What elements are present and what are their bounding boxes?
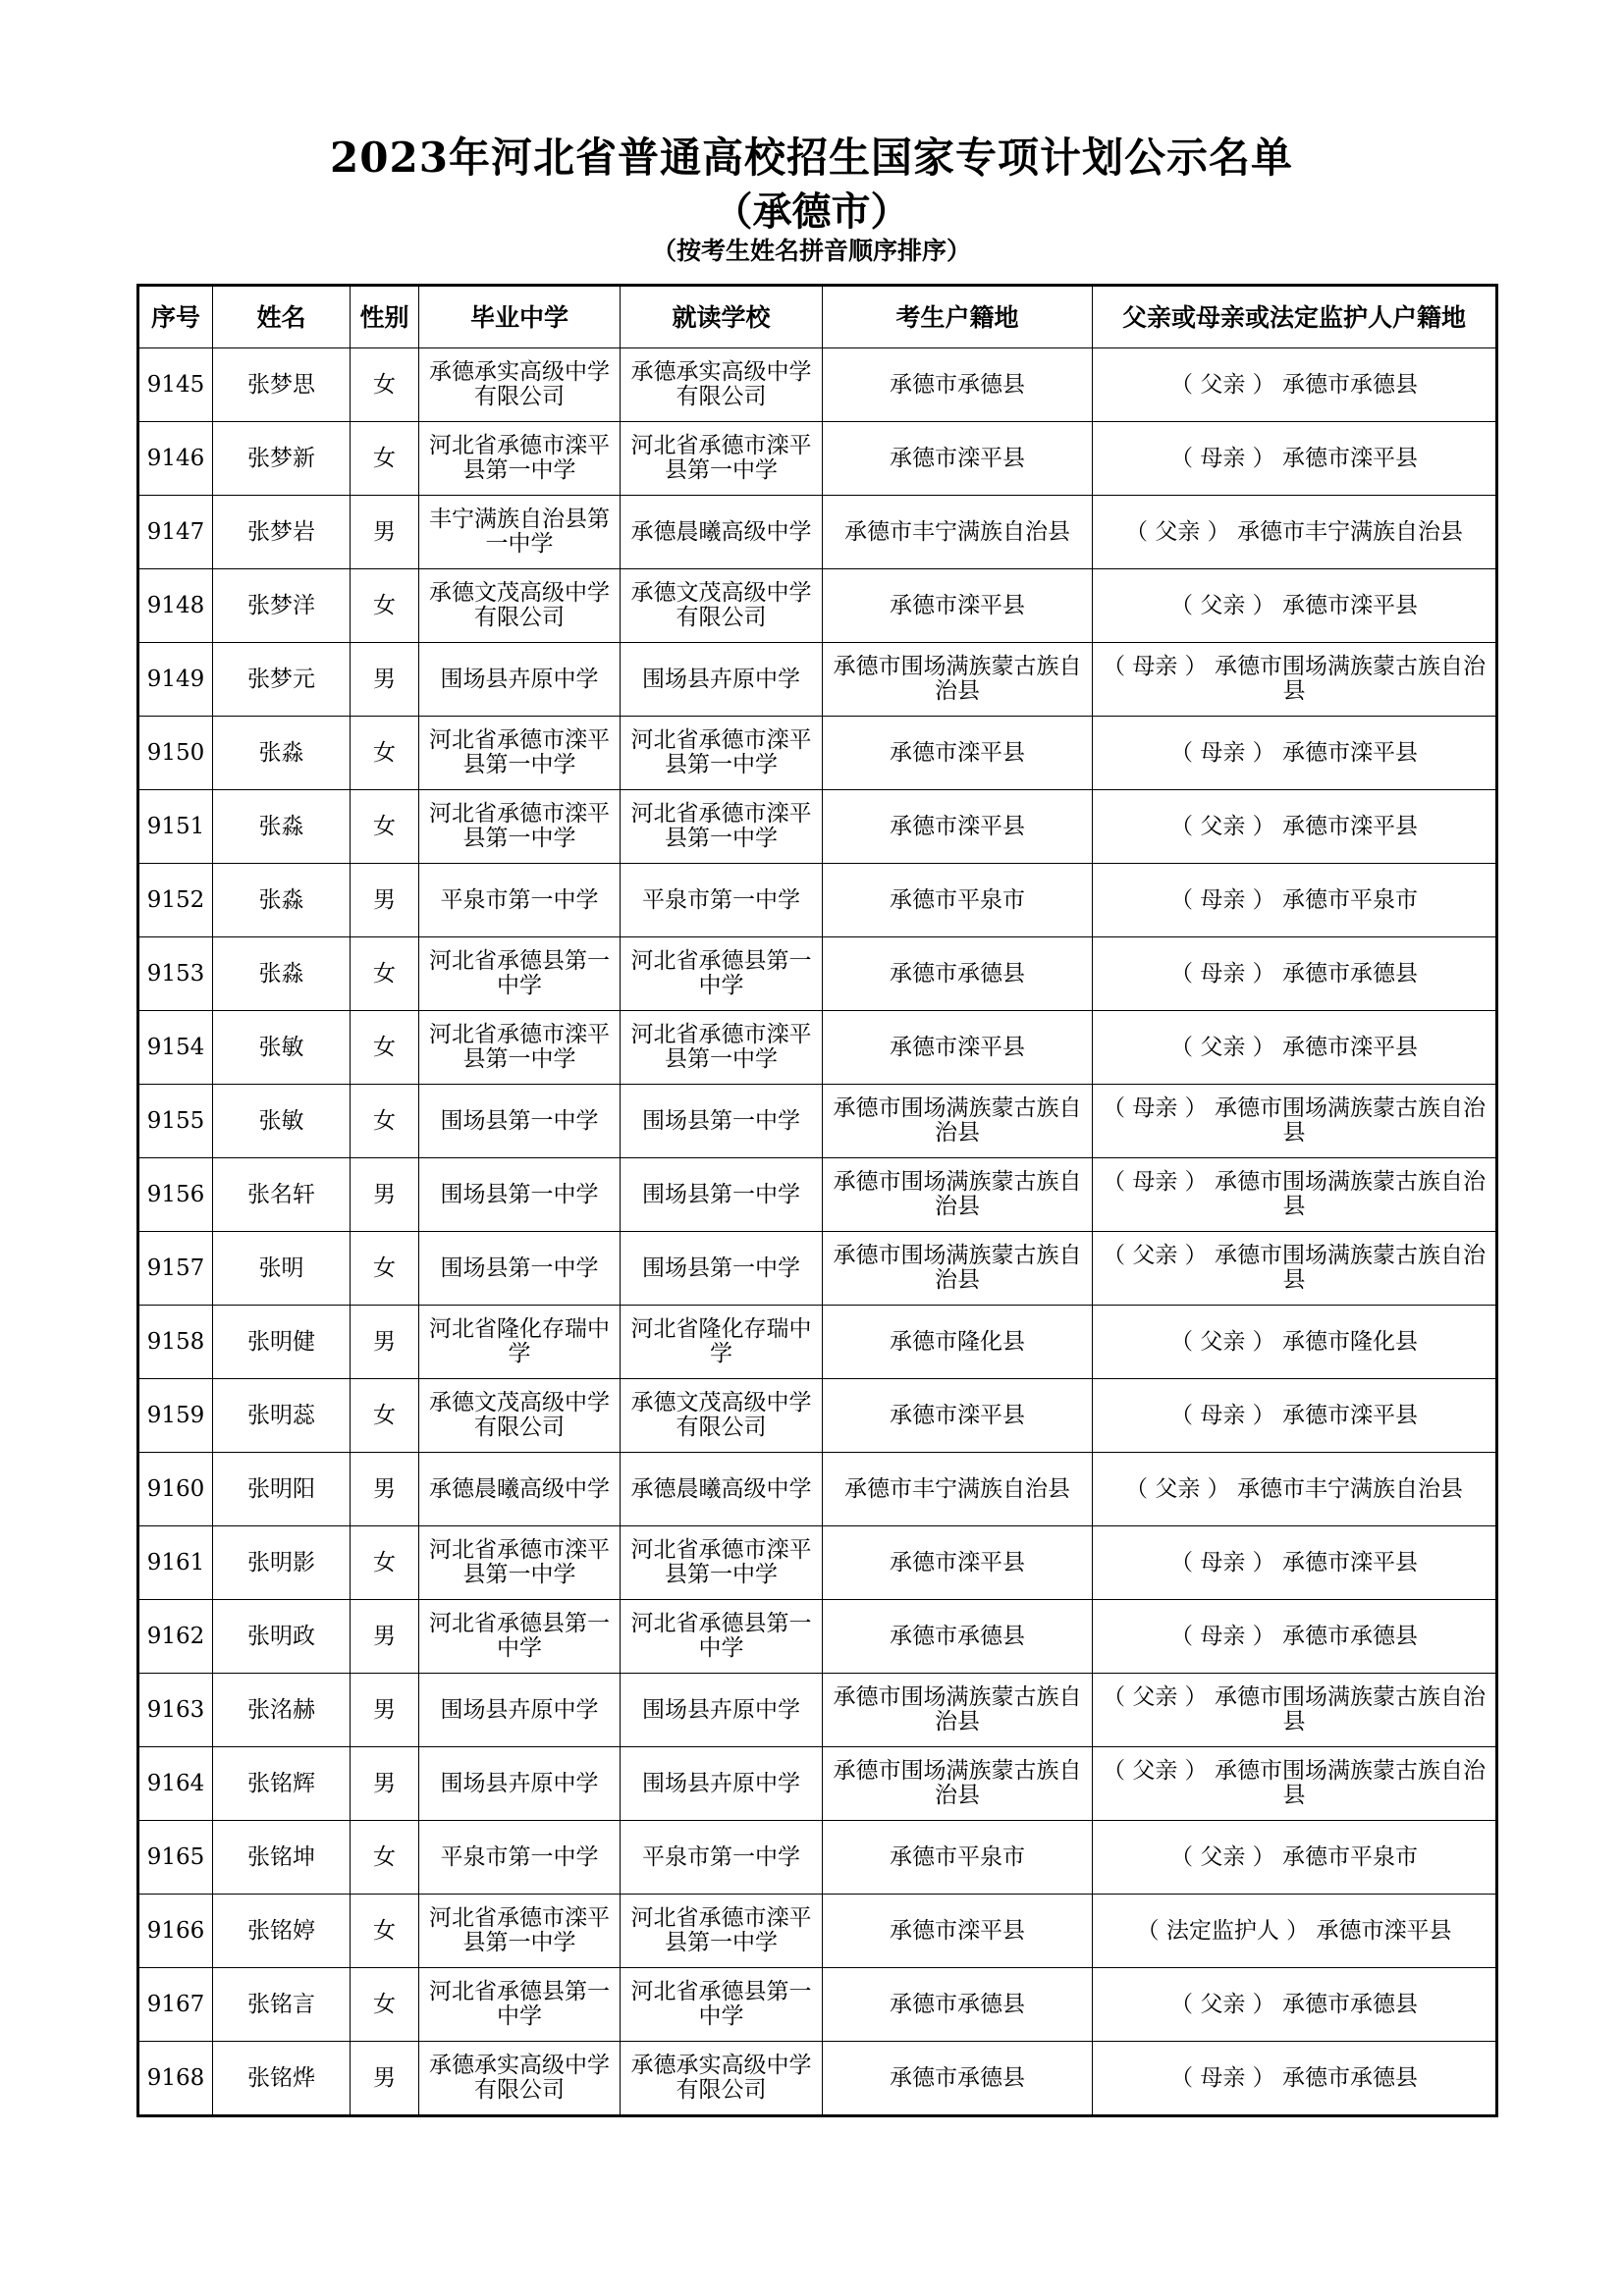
cell-graduated-school: 河北省承德市滦平县第一中学 <box>419 1526 621 1600</box>
cell-household: 承德市承德县 <box>823 1968 1093 2042</box>
cell-household: 承德市承德县 <box>823 2042 1093 2116</box>
cell-guardian-household: （ 母亲 ） 承德市承德县 <box>1093 1600 1497 1674</box>
cell-graduated-school: 河北省隆化存瑞中学 <box>419 1306 621 1379</box>
header-gender: 性别 <box>351 286 419 348</box>
cell-name: 张明政 <box>213 1600 351 1674</box>
cell-number: 9166 <box>138 1895 213 1968</box>
cell-graduated-school: 承德文茂高级中学有限公司 <box>419 569 621 643</box>
table-row <box>138 1453 1497 1526</box>
cell-number: 9148 <box>138 569 213 643</box>
cell-guardian-household: （ 母亲 ） 承德市承德县 <box>1093 937 1497 1011</box>
cell-graduated-school: 围场县第一中学 <box>419 1085 621 1158</box>
cell-current-school: 河北省承德市滦平县第一中学 <box>621 1895 823 1968</box>
table-row <box>138 1232 1497 1306</box>
table-row <box>138 790 1497 864</box>
cell-name: 张淼 <box>213 717 351 790</box>
cell-household: 承德市滦平县 <box>823 422 1093 496</box>
cell-gender: 男 <box>351 1306 419 1379</box>
cell-number: 9152 <box>138 864 213 937</box>
cell-guardian-household: （ 父亲 ） 承德市丰宁满族自治县 <box>1093 1453 1497 1526</box>
cell-graduated-school: 河北省承德市滦平县第一中学 <box>419 1895 621 1968</box>
cell-graduated-school: 河北省承德市滦平县第一中学 <box>419 422 621 496</box>
header-household: 考生户籍地 <box>823 286 1093 348</box>
cell-graduated-school: 河北省承德市滦平县第一中学 <box>419 790 621 864</box>
cell-number: 9146 <box>138 422 213 496</box>
cell-guardian-household: （ 父亲 ） 承德市滦平县 <box>1093 790 1497 864</box>
cell-name: 张敏 <box>213 1085 351 1158</box>
cell-name: 张铭坤 <box>213 1821 351 1895</box>
page-title: 2023年河北省普通高校招生国家专项计划公示名单 <box>330 133 1293 182</box>
cell-current-school: 围场县第一中学 <box>621 1232 823 1306</box>
cell-name: 张明 <box>213 1232 351 1306</box>
cell-gender: 男 <box>351 864 419 937</box>
cell-number: 9158 <box>138 1306 213 1379</box>
cell-name: 张铭辉 <box>213 1747 351 1821</box>
cell-guardian-household: （ 父亲 ） 承德市围场满族蒙古族自治县 <box>1093 1747 1497 1821</box>
cell-guardian-household: （ 法定监护人 ） 承德市滦平县 <box>1093 1895 1497 1968</box>
cell-guardian-household: （ 母亲 ） 承德市滦平县 <box>1093 717 1497 790</box>
cell-current-school: 河北省承德县第一中学 <box>621 937 823 1011</box>
cell-number: 9161 <box>138 1526 213 1600</box>
cell-name: 张名轩 <box>213 1158 351 1232</box>
cell-household: 承德市隆化县 <box>823 1306 1093 1379</box>
cell-number: 9162 <box>138 1600 213 1674</box>
cell-current-school: 围场县第一中学 <box>621 1158 823 1232</box>
table-row <box>138 2042 1497 2116</box>
cell-name: 张淼 <box>213 937 351 1011</box>
cell-gender: 男 <box>351 1747 419 1821</box>
cell-guardian-household: （ 父亲 ） 承德市滦平县 <box>1093 569 1497 643</box>
header-guardian-household: 父亲或母亲或法定监护人户籍地 <box>1093 286 1497 348</box>
cell-current-school: 平泉市第一中学 <box>621 1821 823 1895</box>
cell-gender: 男 <box>351 2042 419 2116</box>
cell-number: 9154 <box>138 1011 213 1085</box>
table-row <box>138 1674 1497 1747</box>
cell-guardian-household: （ 父亲 ） 承德市平泉市 <box>1093 1821 1497 1895</box>
cell-guardian-household: （ 母亲 ） 承德市围场满族蒙古族自治县 <box>1093 643 1497 717</box>
cell-household: 承德市承德县 <box>823 1600 1093 1674</box>
cell-graduated-school: 承德晨曦高级中学 <box>419 1453 621 1526</box>
cell-current-school: 围场县卉原中学 <box>621 643 823 717</box>
cell-gender: 女 <box>351 1968 419 2042</box>
cell-current-school: 河北省承德县第一中学 <box>621 1600 823 1674</box>
cell-number: 9168 <box>138 2042 213 2116</box>
cell-current-school: 河北省承德市滦平县第一中学 <box>621 1011 823 1085</box>
page-subtitle: （承德市） <box>713 188 910 235</box>
cell-current-school: 承德文茂高级中学有限公司 <box>621 1379 823 1453</box>
cell-name: 张淼 <box>213 864 351 937</box>
table-row <box>138 569 1497 643</box>
cell-name: 张铭婷 <box>213 1895 351 1968</box>
table-row <box>138 1600 1497 1674</box>
table-row <box>138 1895 1497 1968</box>
cell-graduated-school: 河北省承德县第一中学 <box>419 1600 621 1674</box>
cell-name: 张梦洋 <box>213 569 351 643</box>
cell-current-school: 围场县第一中学 <box>621 1085 823 1158</box>
cell-graduated-school: 河北省承德市滦平县第一中学 <box>419 1011 621 1085</box>
cell-graduated-school: 河北省承德市滦平县第一中学 <box>419 717 621 790</box>
cell-guardian-household: （ 母亲 ） 承德市承德县 <box>1093 2042 1497 2116</box>
cell-guardian-household: （ 母亲 ） 承德市滦平县 <box>1093 1379 1497 1453</box>
cell-current-school: 河北省承德市滦平县第一中学 <box>621 717 823 790</box>
cell-number: 9165 <box>138 1821 213 1895</box>
cell-household: 承德市滦平县 <box>823 1011 1093 1085</box>
table-row <box>138 1968 1497 2042</box>
cell-guardian-household: （ 母亲 ） 承德市围场满族蒙古族自治县 <box>1093 1158 1497 1232</box>
cell-gender: 女 <box>351 1895 419 1968</box>
cell-household: 承德市承德县 <box>823 937 1093 1011</box>
table-row <box>138 1306 1497 1379</box>
cell-guardian-household: （ 父亲 ） 承德市承德县 <box>1093 1968 1497 2042</box>
cell-graduated-school: 丰宁满族自治县第一中学 <box>419 496 621 569</box>
cell-name: 张明阳 <box>213 1453 351 1526</box>
header-graduated-school: 毕业中学 <box>419 286 621 348</box>
table-body <box>138 348 1497 2116</box>
sort-note: （按考生姓名拼音顺序排序） <box>651 237 971 265</box>
cell-gender: 女 <box>351 937 419 1011</box>
table-row <box>138 717 1497 790</box>
cell-name: 张梦岩 <box>213 496 351 569</box>
cell-gender: 女 <box>351 717 419 790</box>
cell-current-school: 平泉市第一中学 <box>621 864 823 937</box>
cell-household: 承德市围场满族蒙古族自治县 <box>823 1085 1093 1158</box>
cell-guardian-household: （ 母亲 ） 承德市围场满族蒙古族自治县 <box>1093 1085 1497 1158</box>
cell-guardian-household: （ 母亲 ） 承德市滦平县 <box>1093 1526 1497 1600</box>
cell-graduated-school: 围场县第一中学 <box>419 1232 621 1306</box>
cell-number: 9145 <box>138 348 213 422</box>
cell-graduated-school: 承德承实高级中学有限公司 <box>419 2042 621 2116</box>
cell-guardian-household: （ 父亲 ） 承德市承德县 <box>1093 348 1497 422</box>
cell-name: 张梦元 <box>213 643 351 717</box>
cell-current-school: 河北省承德市滦平县第一中学 <box>621 422 823 496</box>
table-header <box>138 286 1497 348</box>
cell-number: 9164 <box>138 1747 213 1821</box>
table-row <box>138 1158 1497 1232</box>
cell-graduated-school: 围场县卉原中学 <box>419 1674 621 1747</box>
cell-guardian-household: （ 母亲 ） 承德市滦平县 <box>1093 422 1497 496</box>
cell-current-school: 承德晨曦高级中学 <box>621 1453 823 1526</box>
cell-gender: 男 <box>351 1674 419 1747</box>
cell-name: 张淼 <box>213 790 351 864</box>
roster-table <box>136 284 1498 2117</box>
cell-gender: 男 <box>351 1600 419 1674</box>
cell-household: 承德市滦平县 <box>823 790 1093 864</box>
cell-household: 承德市承德县 <box>823 348 1093 422</box>
cell-graduated-school: 围场县卉原中学 <box>419 643 621 717</box>
table-row <box>138 496 1497 569</box>
cell-number: 9147 <box>138 496 213 569</box>
cell-name: 张梦新 <box>213 422 351 496</box>
table-row <box>138 1011 1497 1085</box>
cell-current-school: 围场县卉原中学 <box>621 1747 823 1821</box>
cell-current-school: 承德文茂高级中学有限公司 <box>621 569 823 643</box>
cell-number: 9157 <box>138 1232 213 1306</box>
cell-household: 承德市滦平县 <box>823 1379 1093 1453</box>
cell-current-school: 河北省承德县第一中学 <box>621 1968 823 2042</box>
cell-name: 张洺赫 <box>213 1674 351 1747</box>
cell-number: 9156 <box>138 1158 213 1232</box>
cell-guardian-household: （ 父亲 ） 承德市围场满族蒙古族自治县 <box>1093 1674 1497 1747</box>
cell-number: 9155 <box>138 1085 213 1158</box>
cell-number: 9150 <box>138 717 213 790</box>
header-row <box>138 286 1497 348</box>
cell-gender: 女 <box>351 1085 419 1158</box>
table-row <box>138 864 1497 937</box>
table-row <box>138 1821 1497 1895</box>
cell-graduated-school: 河北省承德县第一中学 <box>419 937 621 1011</box>
cell-graduated-school: 围场县第一中学 <box>419 1158 621 1232</box>
cell-household: 承德市滦平县 <box>823 717 1093 790</box>
cell-gender: 女 <box>351 569 419 643</box>
cell-graduated-school: 承德承实高级中学有限公司 <box>419 348 621 422</box>
table-row <box>138 348 1497 422</box>
cell-number: 9151 <box>138 790 213 864</box>
cell-guardian-household: （ 父亲 ） 承德市围场满族蒙古族自治县 <box>1093 1232 1497 1306</box>
cell-number: 9153 <box>138 937 213 1011</box>
header-name: 姓名 <box>213 286 351 348</box>
table-row <box>138 422 1497 496</box>
table-row <box>138 1747 1497 1821</box>
table-row <box>138 937 1497 1011</box>
cell-current-school: 承德承实高级中学有限公司 <box>621 2042 823 2116</box>
cell-gender: 女 <box>351 1379 419 1453</box>
cell-household: 承德市平泉市 <box>823 1821 1093 1895</box>
cell-gender: 女 <box>351 1526 419 1600</box>
cell-graduated-school: 平泉市第一中学 <box>419 1821 621 1895</box>
cell-gender: 男 <box>351 1158 419 1232</box>
cell-gender: 女 <box>351 1011 419 1085</box>
cell-household: 承德市围场满族蒙古族自治县 <box>823 1232 1093 1306</box>
cell-guardian-household: （ 父亲 ） 承德市隆化县 <box>1093 1306 1497 1379</box>
cell-household: 承德市围场满族蒙古族自治县 <box>823 1158 1093 1232</box>
cell-gender: 男 <box>351 643 419 717</box>
cell-household: 承德市滦平县 <box>823 1895 1093 1968</box>
cell-current-school: 河北省承德市滦平县第一中学 <box>621 790 823 864</box>
cell-current-school: 河北省隆化存瑞中学 <box>621 1306 823 1379</box>
cell-gender: 女 <box>351 1232 419 1306</box>
cell-current-school: 河北省承德市滦平县第一中学 <box>621 1526 823 1600</box>
cell-household: 承德市丰宁满族自治县 <box>823 496 1093 569</box>
cell-household: 承德市围场满族蒙古族自治县 <box>823 643 1093 717</box>
cell-guardian-household: （ 父亲 ） 承德市丰宁满族自治县 <box>1093 496 1497 569</box>
cell-current-school: 承德晨曦高级中学 <box>621 496 823 569</box>
header-number: 序号 <box>138 286 213 348</box>
cell-name: 张明蕊 <box>213 1379 351 1453</box>
cell-gender: 女 <box>351 790 419 864</box>
table-row <box>138 643 1497 717</box>
cell-household: 承德市围场满族蒙古族自治县 <box>823 1674 1093 1747</box>
cell-guardian-household: （ 父亲 ） 承德市滦平县 <box>1093 1011 1497 1085</box>
cell-number: 9167 <box>138 1968 213 2042</box>
cell-name: 张铭烨 <box>213 2042 351 2116</box>
cell-graduated-school: 平泉市第一中学 <box>419 864 621 937</box>
cell-name: 张明健 <box>213 1306 351 1379</box>
cell-guardian-household: （ 母亲 ） 承德市平泉市 <box>1093 864 1497 937</box>
cell-current-school: 承德承实高级中学有限公司 <box>621 348 823 422</box>
cell-number: 9163 <box>138 1674 213 1747</box>
cell-name: 张敏 <box>213 1011 351 1085</box>
cell-number: 9159 <box>138 1379 213 1453</box>
cell-household: 承德市围场满族蒙古族自治县 <box>823 1747 1093 1821</box>
cell-gender: 男 <box>351 1453 419 1526</box>
header-current-school: 就读学校 <box>621 286 823 348</box>
cell-household: 承德市滦平县 <box>823 1526 1093 1600</box>
table-row <box>138 1085 1497 1158</box>
cell-gender: 女 <box>351 1821 419 1895</box>
cell-name: 张明影 <box>213 1526 351 1600</box>
cell-current-school: 围场县卉原中学 <box>621 1674 823 1747</box>
cell-name: 张梦思 <box>213 348 351 422</box>
cell-number: 9160 <box>138 1453 213 1526</box>
cell-household: 承德市平泉市 <box>823 864 1093 937</box>
table-row <box>138 1379 1497 1453</box>
cell-household: 承德市滦平县 <box>823 569 1093 643</box>
cell-number: 9149 <box>138 643 213 717</box>
table-row <box>138 1526 1497 1600</box>
cell-gender: 女 <box>351 348 419 422</box>
cell-name: 张铭言 <box>213 1968 351 2042</box>
cell-household: 承德市丰宁满族自治县 <box>823 1453 1093 1526</box>
cell-graduated-school: 河北省承德县第一中学 <box>419 1968 621 2042</box>
cell-graduated-school: 承德文茂高级中学有限公司 <box>419 1379 621 1453</box>
cell-gender: 女 <box>351 422 419 496</box>
cell-graduated-school: 围场县卉原中学 <box>419 1747 621 1821</box>
cell-gender: 男 <box>351 496 419 569</box>
